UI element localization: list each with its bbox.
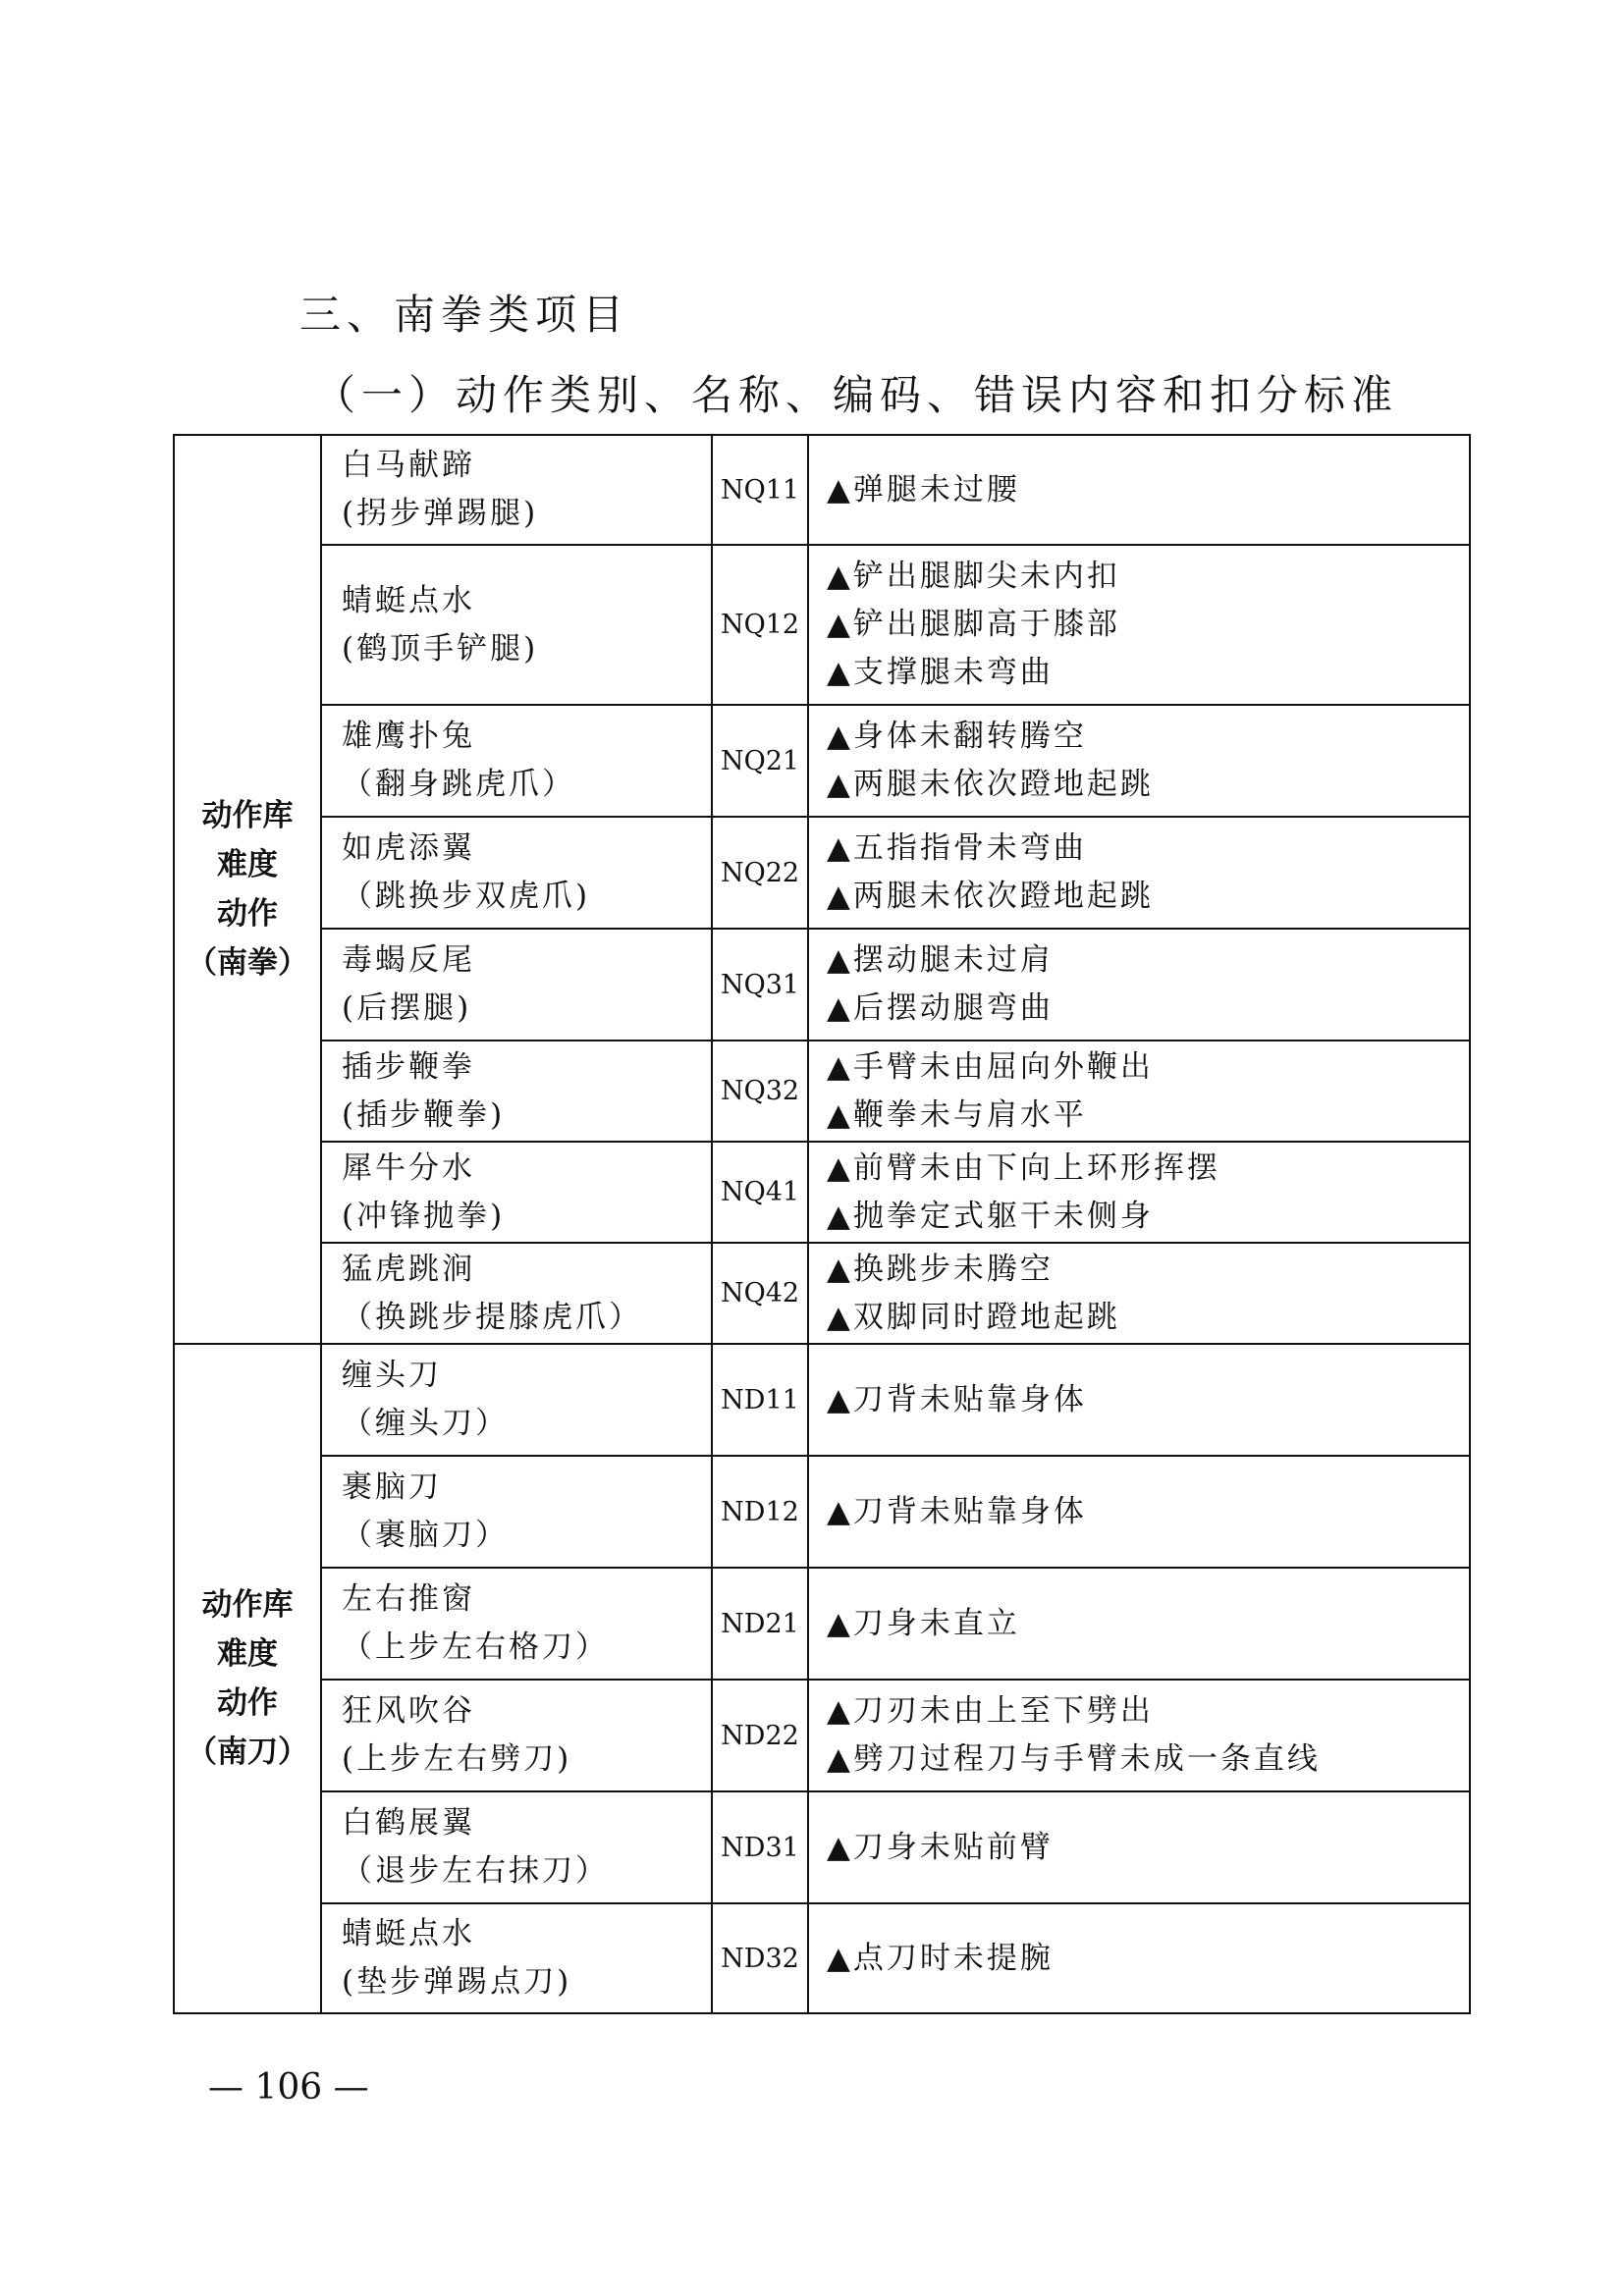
- action-name: 狂风吹谷: [342, 1693, 475, 1729]
- action-name: 白鹤展翼: [342, 1805, 475, 1841]
- action-alias: （跳换步双虎爪): [342, 879, 591, 914]
- error-list-cell: [808, 817, 1470, 929]
- category-line: 动作库: [201, 1587, 294, 1623]
- action-alias: (上步左右劈刀): [342, 1741, 572, 1777]
- action-name-cell: [321, 1344, 712, 1456]
- action-name: 蜻蜓点水: [342, 582, 475, 618]
- table-row: [174, 705, 1470, 817]
- action-alias: (插步鞭拳): [342, 1096, 506, 1133]
- action-name-cell: [321, 705, 712, 817]
- error-list-cell: [808, 1680, 1470, 1791]
- error-item: ▲刀刃未由上至下劈出: [827, 1693, 1154, 1729]
- table-row: [174, 1243, 1470, 1344]
- action-name-cell: [321, 1680, 712, 1791]
- action-name: 白马献蹄: [342, 448, 475, 483]
- error-item: ▲鞭拳未与肩水平: [827, 1096, 1087, 1133]
- error-item: ▲点刀时未提腕: [827, 1940, 1054, 1976]
- error-item: ▲两腿未依次蹬地起跳: [827, 767, 1154, 802]
- action-name-cell: [321, 1791, 712, 1903]
- table-row: [174, 1344, 1470, 1456]
- error-item: ▲铲出腿脚高于膝部: [827, 607, 1120, 642]
- error-item: ▲刀背未贴靠身体: [827, 1493, 1087, 1529]
- action-code: NQ21: [712, 705, 808, 817]
- action-code: ND21: [712, 1568, 808, 1680]
- action-name: 如虎添翼: [342, 830, 475, 866]
- error-item: ▲身体未翻转腾空: [827, 719, 1087, 754]
- action-name-cell: [321, 545, 712, 705]
- action-alias: （缠头刀）: [342, 1406, 509, 1441]
- action-name-cell: [321, 929, 712, 1041]
- table-row: [174, 545, 1470, 705]
- error-list-cell: [808, 1903, 1470, 2013]
- table-row: [174, 1041, 1470, 1142]
- error-list-cell: [808, 1142, 1470, 1243]
- action-code: ND22: [712, 1680, 808, 1791]
- action-code: NQ31: [712, 929, 808, 1041]
- action-name: 毒蝎反尾: [342, 942, 475, 978]
- action-name-cell: [321, 1041, 712, 1142]
- table-row: [174, 817, 1470, 929]
- error-item: ▲弹腿未过腰: [827, 471, 1020, 507]
- action-name-cell: [321, 1456, 712, 1568]
- category-cell: [174, 435, 321, 1344]
- action-alias: (拐步弹踢腿): [342, 496, 539, 531]
- action-name: 缠头刀: [342, 1358, 442, 1393]
- error-item: ▲换跳步未腾空: [827, 1251, 1054, 1287]
- action-name: 猛虎跳涧: [342, 1251, 475, 1287]
- action-alias: （上步左右格刀）: [342, 1629, 609, 1665]
- action-code: ND12: [712, 1456, 808, 1568]
- error-list-cell: [808, 929, 1470, 1041]
- error-item: ▲两腿未依次蹬地起跳: [827, 879, 1154, 914]
- action-name-cell: [321, 1568, 712, 1680]
- table-row: [174, 1903, 1470, 2013]
- action-code: NQ12: [712, 545, 808, 705]
- table-row: [174, 1456, 1470, 1568]
- action-alias: (鹤顶手铲腿): [342, 630, 539, 667]
- action-code: NQ32: [712, 1041, 808, 1142]
- category-line: 难度: [217, 847, 278, 882]
- error-item: ▲劈刀过程刀与手臂未成一条直线: [827, 1741, 1321, 1777]
- error-item: ▲后摆动腿弯曲: [827, 990, 1054, 1026]
- error-item: ▲支撑腿未弯曲: [827, 655, 1054, 690]
- deduction-table: [173, 434, 1471, 2014]
- action-alias: （退步左右抹刀）: [342, 1853, 609, 1889]
- action-name-cell: [321, 817, 712, 929]
- action-alias: (垫步弹踢点刀): [342, 1964, 572, 2000]
- error-list-cell: [808, 705, 1470, 817]
- action-code: NQ11: [712, 435, 808, 545]
- page-number: — 106 —: [208, 2067, 369, 2108]
- table-row: [174, 1142, 1470, 1243]
- error-item: ▲刀背未贴靠身体: [827, 1381, 1087, 1417]
- category-line: 动作: [217, 896, 278, 932]
- action-name: 裹脑刀: [342, 1469, 442, 1505]
- action-name: 犀牛分水: [342, 1149, 475, 1186]
- category-line: 动作: [217, 1685, 278, 1721]
- action-name: 雄鹰扑兔: [342, 719, 475, 754]
- error-item: ▲手臂未由屈向外鞭出: [827, 1048, 1154, 1085]
- error-list-cell: [808, 1456, 1470, 1568]
- error-list-cell: [808, 1041, 1470, 1142]
- error-item: ▲刀身未贴前臂: [827, 1829, 1054, 1865]
- category-line: 动作库: [201, 798, 294, 833]
- action-name: 插步鞭拳: [342, 1048, 475, 1085]
- category-line: 难度: [217, 1636, 278, 1672]
- error-list-cell: [808, 545, 1470, 705]
- action-code: ND32: [712, 1903, 808, 2013]
- action-name-cell: [321, 1903, 712, 2013]
- table-row: [174, 929, 1470, 1041]
- error-list-cell: [808, 1568, 1470, 1680]
- category-cell: [174, 1344, 321, 2013]
- error-list-cell: [808, 1243, 1470, 1344]
- action-alias: （翻身跳虎爪）: [342, 767, 575, 802]
- section-heading: 三、南拳类项目: [299, 291, 630, 339]
- error-item: ▲抛拳定式躯干未侧身: [827, 1198, 1154, 1234]
- table-row: [174, 1568, 1470, 1680]
- action-alias: (冲锋抛拳): [342, 1198, 506, 1234]
- error-item: ▲前臂未由下向上环形挥摆: [827, 1149, 1220, 1186]
- category-line: （南刀）: [187, 1735, 308, 1770]
- action-code: ND31: [712, 1791, 808, 1903]
- error-item: ▲摆动腿未过肩: [827, 942, 1054, 978]
- error-item: ▲双脚同时蹬地起跳: [827, 1299, 1120, 1335]
- category-line: （南拳）: [187, 945, 308, 981]
- table-row: [174, 1680, 1470, 1791]
- error-item: ▲五指指骨未弯曲: [827, 830, 1087, 866]
- action-alias: (后摆腿): [342, 990, 472, 1026]
- action-name-cell: [321, 1243, 712, 1344]
- action-name: 左右推窗: [342, 1581, 475, 1617]
- error-item: ▲铲出腿脚尖未内扣: [827, 559, 1120, 594]
- table-row: [174, 1791, 1470, 1903]
- action-name-cell: [321, 435, 712, 545]
- action-code: NQ41: [712, 1142, 808, 1243]
- action-code: NQ22: [712, 817, 808, 929]
- section-subheading: （一）动作类别、名称、编码、错误内容和扣分标准: [314, 371, 1399, 419]
- action-code: ND11: [712, 1344, 808, 1456]
- action-name-cell: [321, 1142, 712, 1243]
- error-item: ▲刀身未直立: [827, 1605, 1020, 1641]
- table-row: [174, 435, 1470, 545]
- action-code: NQ42: [712, 1243, 808, 1344]
- error-list-cell: [808, 1344, 1470, 1456]
- action-alias: （换跳步提膝虎爪）: [342, 1299, 642, 1335]
- error-list-cell: [808, 1791, 1470, 1903]
- action-name: 蜻蜓点水: [342, 1916, 475, 1951]
- action-alias: （裹脑刀）: [342, 1518, 509, 1553]
- error-list-cell: [808, 435, 1470, 545]
